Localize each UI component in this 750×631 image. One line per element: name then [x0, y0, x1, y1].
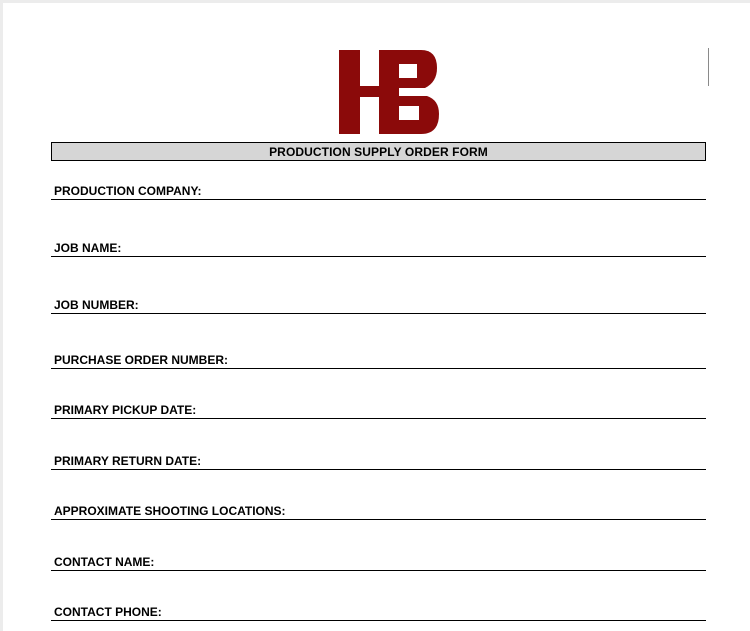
field-label: PRIMARY RETURN DATE: — [54, 454, 202, 468]
field-production-company[interactable] — [51, 183, 706, 200]
form-title: PRODUCTION SUPPLY ORDER FORM — [51, 142, 706, 161]
field-label: PRIMARY PICKUP DATE: — [54, 403, 197, 417]
field-label: PRODUCTION COMPANY: — [54, 184, 202, 198]
field-approximate-shooting-locations[interactable] — [51, 503, 706, 520]
field-label: JOB NUMBER: — [54, 298, 139, 312]
field-primary-pickup-date[interactable] — [51, 402, 706, 419]
field-contact-phone[interactable] — [51, 604, 706, 621]
hb-logo — [339, 50, 439, 134]
field-purchase-order-number[interactable] — [51, 352, 706, 369]
field-job-number[interactable] — [51, 297, 706, 314]
field-label: PURCHASE ORDER NUMBER: — [54, 353, 229, 367]
field-label: CONTACT PHONE: — [54, 605, 162, 619]
field-label: CONTACT NAME: — [54, 555, 155, 569]
margin-rule — [708, 48, 709, 86]
field-contact-name[interactable] — [51, 554, 706, 571]
field-label: JOB NAME: — [54, 241, 122, 255]
field-job-name[interactable] — [51, 240, 706, 257]
field-primary-return-date[interactable] — [51, 453, 706, 470]
document-page — [3, 3, 750, 631]
field-label: APPROXIMATE SHOOTING LOCATIONS: — [54, 504, 286, 518]
